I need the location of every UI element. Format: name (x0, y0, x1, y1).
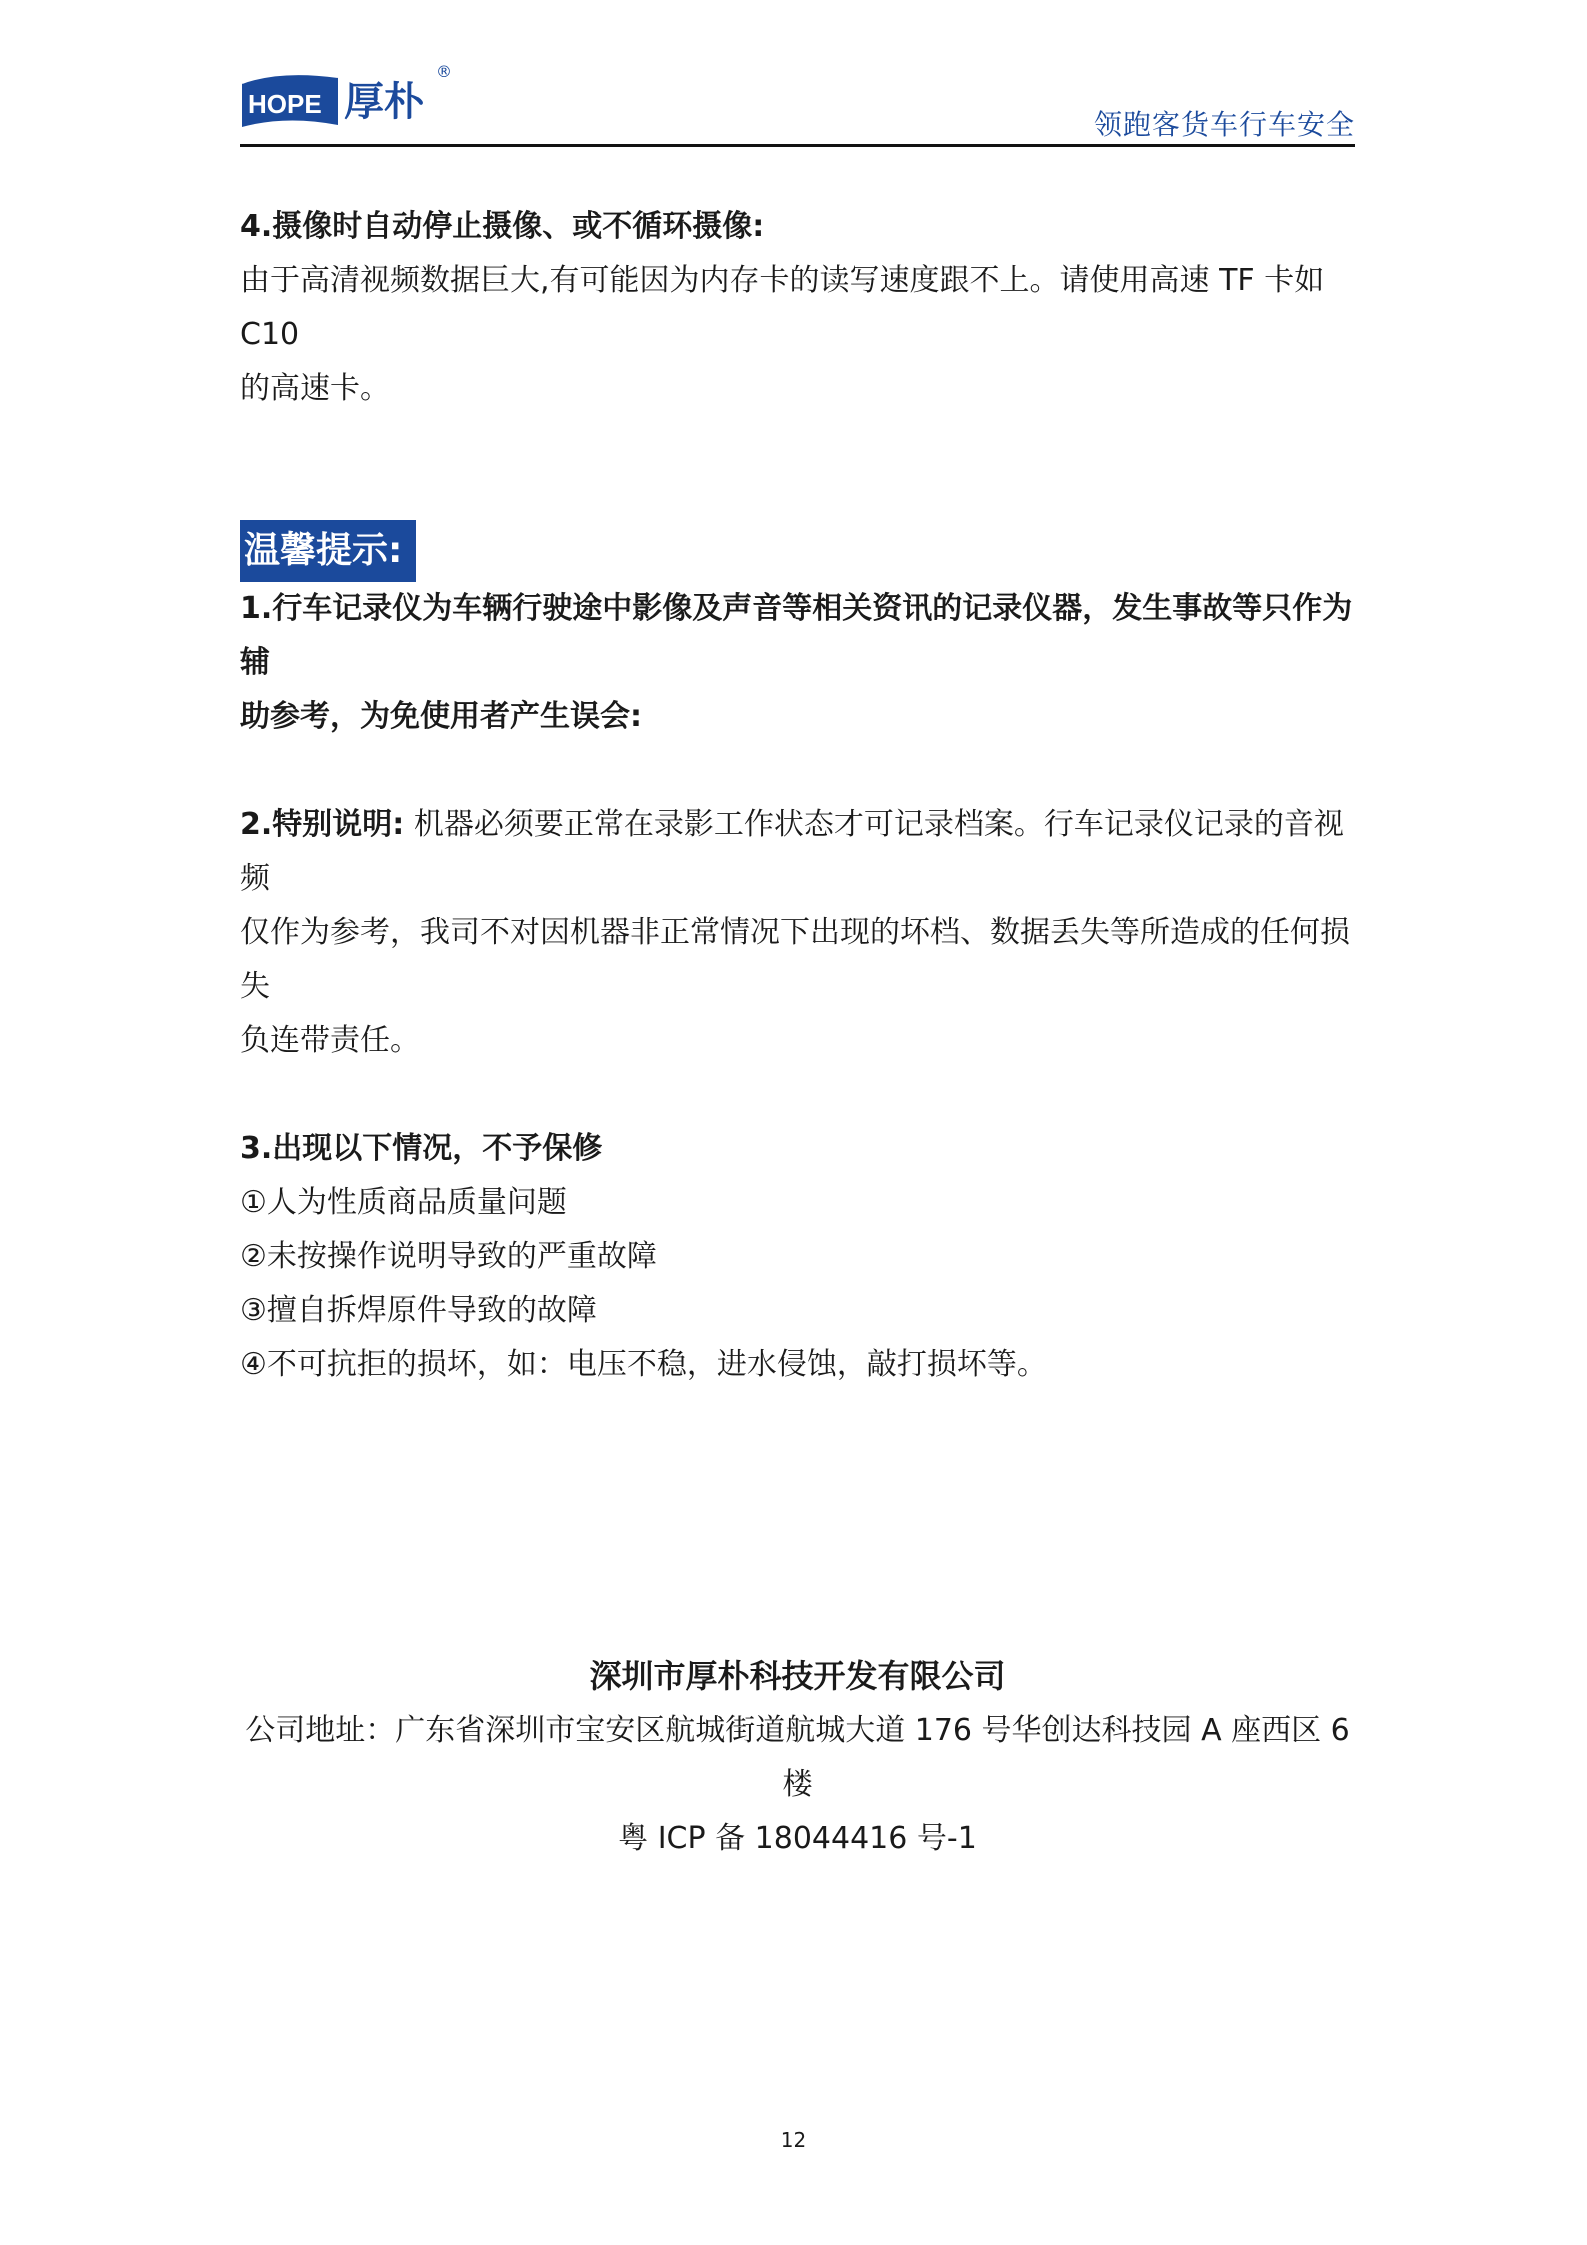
header-tagline: 领跑客货车行车安全 (1093, 108, 1355, 141)
company-address: 公司地址：广东省深圳市宝安区航城街道航城大道 176 号华创达科技园 A 座西区 6 楼 (245, 1713, 1350, 1802)
hope-logo (240, 55, 480, 135)
section4-body-line1: 由于高清视频数据巨大,有可能因为内存卡的读写速度跟不上。请使用高速 TF 卡如 C10 (240, 263, 1325, 352)
tip2-line1-rest: 机器必须要正常在录影工作状态才可记录档案。行车记录仪记录的音视频 (240, 807, 1344, 896)
company-name: 深圳市厚朴科技开发有限公司 (589, 1657, 1006, 1695)
tip2-label: 2.特别说明: (240, 807, 405, 842)
tips-badge: 温馨提示: (240, 520, 416, 582)
company-footer (240, 1648, 1355, 1866)
warranty-exclusion-item: ③擅自拆焊原件导致的故障 (240, 1293, 597, 1328)
page-header (240, 55, 1355, 145)
logo-hope-text: HOPE (248, 89, 322, 119)
tip2-line2: 仅作为参考，我司不对因机器非正常情况下出现的坏档、数据丢失等所造成的任何损失 (240, 915, 1350, 1004)
tip1-line2: 助参考，为免使用者产生误会: (240, 699, 642, 734)
tip1-line1: 1.行车记录仪为车辆行驶途中影像及声音等相关资讯的记录仪器，发生事故等只作为辅 (240, 591, 1353, 680)
tip3-title: 3.出现以下情况，不予保修 (240, 1131, 603, 1166)
header-divider (240, 144, 1355, 147)
warranty-exclusion-item: ④不可抗拒的损坏，如：电压不稳，进水侵蚀，敲打损坏等。 (240, 1347, 1047, 1382)
document-body (240, 200, 1355, 1392)
registered-mark: ® (436, 62, 452, 81)
warranty-exclusion-item: ②未按操作说明导致的严重故障 (240, 1239, 657, 1274)
section4-title: 4.摄像时自动停止摄像、或不循环摄像: (240, 209, 765, 244)
page-number: 12 (780, 2128, 807, 2152)
tip2-line3: 负连带责任。 (240, 1023, 420, 1058)
section4-body-line2: 的高速卡。 (240, 371, 390, 406)
icp-number: 粤 ICP 备 18044416 号-1 (618, 1821, 977, 1856)
tip2-line1 (240, 798, 1355, 906)
logo-cn-text: 厚朴 (344, 79, 424, 125)
warranty-exclusion-item: ①人为性质商品质量问题 (240, 1185, 567, 1220)
